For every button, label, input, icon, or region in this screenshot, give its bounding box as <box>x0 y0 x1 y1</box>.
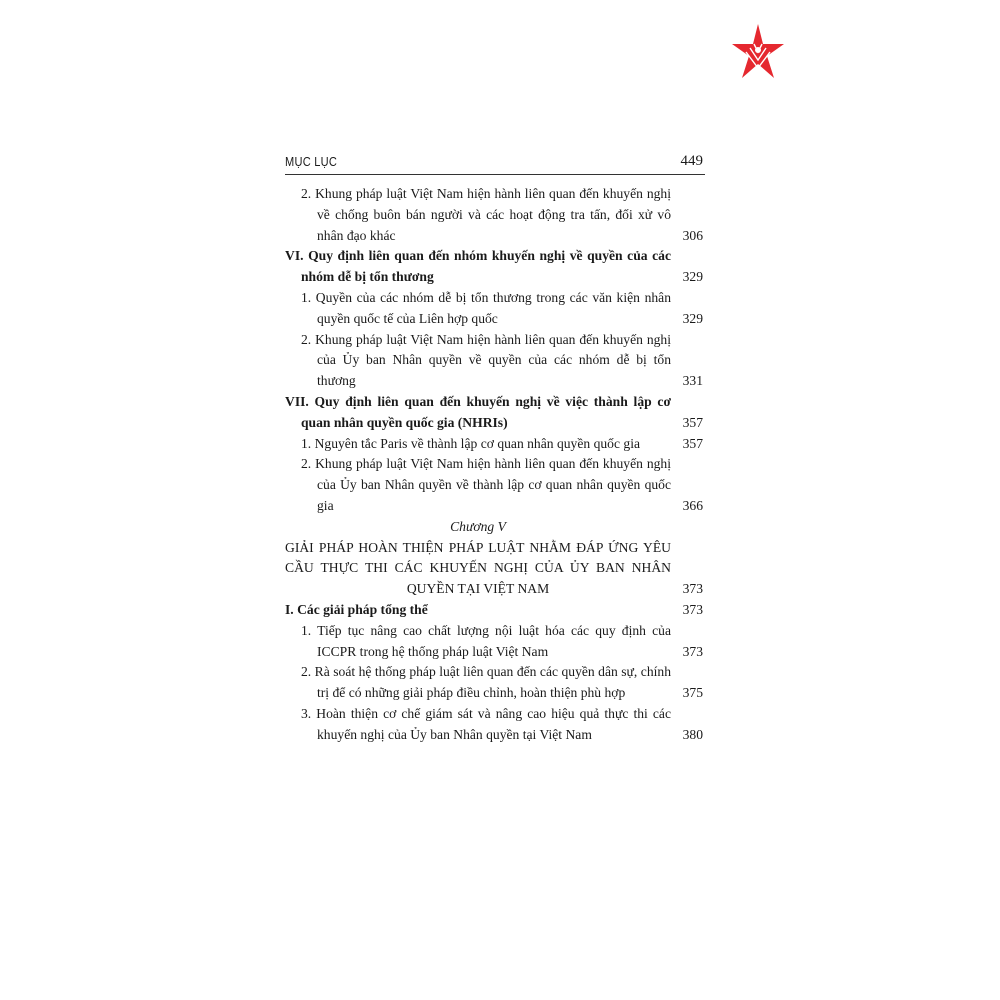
toc-entry-page: 329 <box>682 269 703 285</box>
toc-entry[interactable] <box>285 184 705 246</box>
toc-entry-page: 306 <box>682 227 703 243</box>
toc-section-entry[interactable] <box>285 392 705 434</box>
toc-entry-text: VII. Quy định liên quan đến khuyến nghị về việc thành lập cơ quan nhân quyền quốc gia (NHRIs) <box>285 393 671 430</box>
chapter-label: Chương V <box>450 518 506 534</box>
toc-entry-text: 1. Quyền của các nhóm dễ bị tổn thương trong các văn kiện nhân quyền quốc tế của Liên hợp quốc <box>301 289 671 326</box>
toc-entry-text: VI. Quy định liên quan đến nhóm khuyến nghị về quyền của các nhóm dễ bị tổn thương <box>285 248 671 285</box>
toc-entry-page: 380 <box>682 726 703 742</box>
toc-entry-page: 331 <box>682 373 703 389</box>
toc-entry-text: 2. Rà soát hệ thống pháp luật liên quan đến các quyền dân sự, chính trị để có những giải pháp điều chỉnh, hoàn thiện phù hợp <box>301 664 671 701</box>
running-header-title: MỤC LỤC <box>285 154 338 169</box>
toc-entry[interactable] <box>285 454 705 516</box>
toc-entry-page: 373 <box>682 643 703 659</box>
toc-entry-text: 1. Tiếp tục nâng cao chất lượng nội luật hóa các quy định của ICCPR trong hệ thống pháp luật Việt Nam <box>301 622 671 659</box>
toc-entry-page: 366 <box>682 497 703 513</box>
toc-entry-page: 329 <box>682 310 703 326</box>
toc-entry[interactable] <box>285 288 705 330</box>
toc-entry[interactable] <box>285 704 705 746</box>
toc-entry-text: 1. Nguyên tắc Paris về thành lập cơ quan nhân quyền quốc gia <box>301 435 641 451</box>
toc-entry[interactable] <box>285 621 705 663</box>
toc-page <box>285 152 705 746</box>
toc-entry[interactable] <box>285 330 705 392</box>
toc-entry-page: 373 <box>682 581 703 597</box>
toc-section-entry[interactable] <box>285 246 705 288</box>
running-header <box>285 152 705 175</box>
toc-entry-text: I. Các giải pháp tổng thể <box>285 601 428 617</box>
toc-entry-text: 3. Hoàn thiện cơ chế giám sát và nâng cao hiệu quả thực thi các khuyến nghị của Ủy ban Nhân quyền tại Việt Nam <box>301 705 671 742</box>
toc-entry-text: 2. Khung pháp luật Việt Nam hiện hành liên quan đến khuyến nghị của Ủy ban Nhân quyền về quyền của các nhóm dễ bị tổn thương <box>301 331 671 389</box>
page-number: 449 <box>680 153 703 169</box>
toc-entry-text: 2. Khung pháp luật Việt Nam hiện hành liên quan đến khuyến nghị của Ủy ban Nhân quyền về thành lập cơ quan nhân quyền quốc gia <box>301 456 671 513</box>
toc-entry-page: 373 <box>682 601 703 617</box>
toc-entry[interactable] <box>285 662 705 704</box>
chapter-title: GIẢI PHÁP HOÀN THIỆN PHÁP LUẬT NHẰM ĐÁP ỨNG YÊU CẦU THỰC THI CÁC KHUYẾN NGHỊ CỦA ỦY BAN NHÂN QUYỀN TẠI VIỆT NAM <box>285 539 671 597</box>
toc-entry[interactable] <box>285 434 705 455</box>
publisher-logo-icon <box>728 22 788 82</box>
toc-entry-page: 375 <box>682 685 703 701</box>
table-of-contents <box>285 184 705 746</box>
toc-section-entry[interactable] <box>285 600 705 621</box>
toc-entry-page: 357 <box>682 414 703 430</box>
toc-entry-page: 357 <box>682 435 703 451</box>
chapter-heading-entry[interactable] <box>285 538 705 600</box>
toc-entry-text: 2. Khung pháp luật Việt Nam hiện hành liên quan đến khuyến nghị về chống buôn bán người và các hoạt động tra tấn, đối xử vô nhân đạo khác <box>301 186 671 243</box>
